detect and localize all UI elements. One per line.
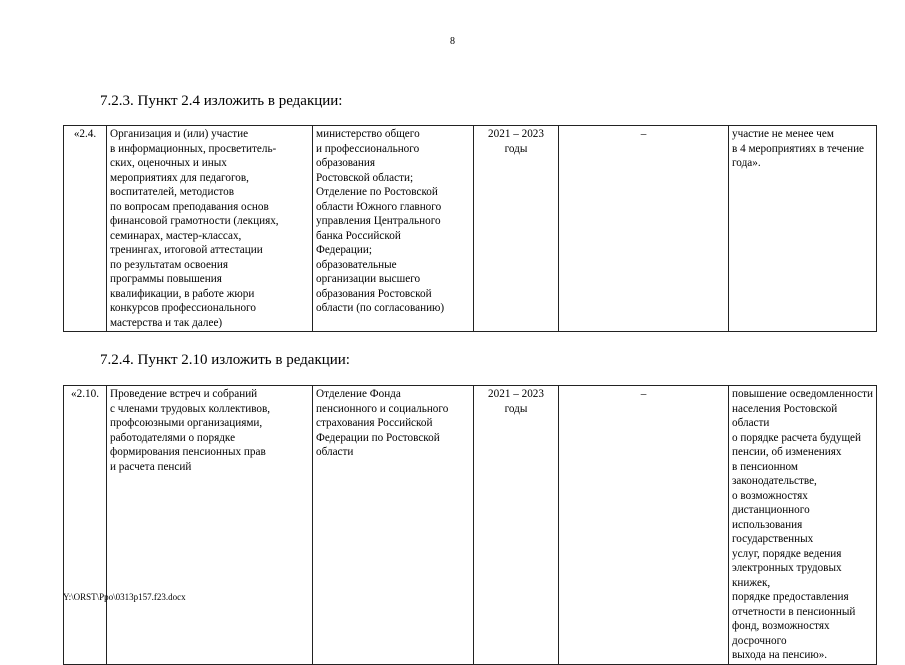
cell-years: 2021 – 2023 годы — [474, 126, 559, 332]
section-heading-2-10: 7.2.4. Пункт 2.10 изложить в редакции: — [100, 352, 350, 368]
file-path-footer: Y:\ORST\Ppo\0313p157.f23.docx — [63, 592, 186, 602]
cell-funding: – — [559, 386, 729, 665]
cell-item-number: «2.4. — [64, 126, 107, 332]
table-row — [64, 386, 877, 665]
cell-activity: Организация и (или) участие в информационных, просветитель- ских, оценочных и иных мероприятиях для педагогов, воспитателей, методистов по вопросам преподавания основ финансовой грамотности (лекциях, семинарах, мастер-классах, тренингах, итоговой аттестации по результатам освоения программы повышения квалификации, в работе жюри конкурсов профессионального мастерства и так далее) — [107, 126, 313, 332]
section-heading-2-4: 7.2.3. Пункт 2.4 изложить в редакции: — [100, 93, 343, 109]
page-number: 8 — [450, 36, 455, 47]
cell-funding: – — [559, 126, 729, 332]
cell-result: участие не менее чем в 4 мероприятиях в течение года». — [729, 126, 877, 332]
cell-executor: министерство общего и профессионального образования Ростовской области; Отделение по Ростовской области Южного главного управления Центрального банка Российской Федерации; образовательные организации высшего образования Ростовской области (по согласованию) — [313, 126, 474, 332]
table-item-2-10 — [63, 385, 877, 665]
table-row — [64, 126, 877, 332]
table-item-2-4 — [63, 125, 877, 332]
cell-result: повышение осведомленности населения Ростовской области о порядке расчета будущей пенсии, об изменениях в пенсионном законодательстве, о возможностях дистанционного использования государственных услуг, порядке ведения электронных трудовых книжек, порядке предоставления отчетности в пенсионный фонд, возможностях досрочного выхода на пенсию». — [729, 386, 877, 665]
cell-item-number: «2.10. — [64, 386, 107, 665]
cell-executor: Отделение Фонда пенсионного и социального страхования Российской Федерации по Ростовской области — [313, 386, 474, 665]
cell-activity: Проведение встреч и собраний с членами трудовых коллективов, профсоюзными организациями, работодателями о порядке формирования пенсионных прав и расчета пенсий — [107, 386, 313, 665]
cell-years: 2021 – 2023 годы — [474, 386, 559, 665]
